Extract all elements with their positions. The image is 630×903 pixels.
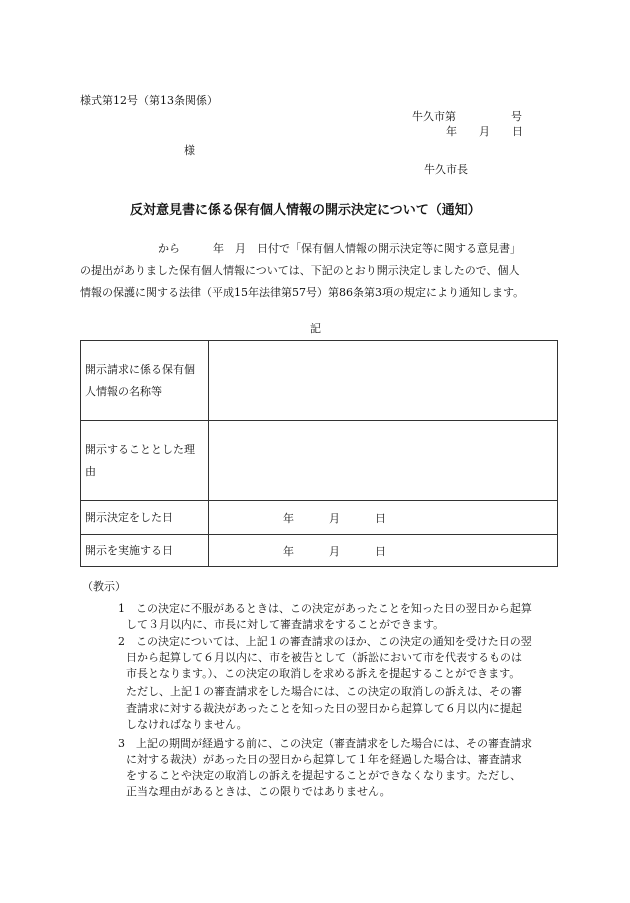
table-row	[81, 535, 558, 567]
note-1-line-b: して３月以内に、市長に対して審査請求をすることができます。	[126, 618, 445, 631]
implementation-date-cell[interactable]: 年 月 日	[209, 535, 558, 567]
document-title: 反対意見書に係る保有個人情報の開示決定について（通知）	[130, 203, 481, 218]
recipient-suffix: 様	[184, 144, 195, 157]
reason-cell[interactable]	[209, 421, 558, 501]
table-row	[81, 421, 558, 501]
document-number: 牛久市第 号	[412, 110, 522, 123]
note-3-line-c: をすることや決定の取消しの訴えを提起することができなくなります。ただし、	[126, 769, 522, 782]
note-3-line-d: 正当な理由があるときは、この限りではありません。	[126, 785, 391, 798]
row-label-implementation-date: 開示を実施する日	[81, 535, 209, 567]
decision-date-cell[interactable]: 年 月 日	[209, 501, 558, 535]
body-line-1: から 年 月 日付で「保有個人情報の開示決定等に関する意見書」	[158, 242, 521, 255]
sender-name: 牛久市長	[424, 163, 468, 176]
note-2-line-b: 日から起算して６月以内に、市を被告として（訴訟において市を代表するものは	[126, 651, 522, 664]
ki-heading: 記	[310, 322, 321, 335]
note-2-line-e: 査請求に対する裁決があったことを知った日の翌日から起算して６月以内に提起	[126, 702, 522, 715]
note-2-line-d: ただし、上記１の審査請求をした場合には、この決定の取消しの訴えは、その審	[126, 685, 522, 698]
row-label-decision-date: 開示決定をした日	[81, 501, 209, 535]
body-line-2: の提出がありました保有個人情報については、下記のとおり開示決定しましたので、個人	[80, 264, 520, 277]
note-2-line-f: しなければなりません。	[126, 718, 248, 731]
body-line-3: 情報の保護に関する法律（平成15年法律第57号）第86条第3項の規定により通知します。	[80, 286, 525, 299]
table-row	[81, 501, 558, 535]
row-label-info-name: 開示請求に係る保有個 人情報の名称等	[81, 341, 209, 421]
note-2-line-a: 2 この決定については、上記１の審査請求のほか、この決定の通知を受けた日の翌	[118, 635, 532, 648]
info-name-cell[interactable]	[209, 341, 558, 421]
table-row	[81, 341, 558, 421]
instructions-heading: （教示）	[82, 580, 126, 593]
note-3-line-a: 3 上記の期間が経過する前に、この決定（審査請求をした場合には、その審査請求	[118, 737, 532, 750]
disclosure-table	[80, 340, 558, 567]
form-number: 様式第12号（第13条関係）	[80, 94, 218, 107]
document-date: 年 月 日	[446, 125, 523, 138]
note-1-line-a: 1 この決定に不服があるときは、この決定があったことを知った日の翌日から起算	[118, 602, 532, 615]
note-3-line-b: に対する裁決）があった日の翌日から起算して１年を経過した場合は、審査請求	[126, 753, 522, 766]
row-label-reason: 開示することとした理 由	[81, 421, 209, 501]
note-2-line-c: 市長となります。）、この決定の取消しを求める訴えを提起することができます。	[126, 667, 521, 680]
